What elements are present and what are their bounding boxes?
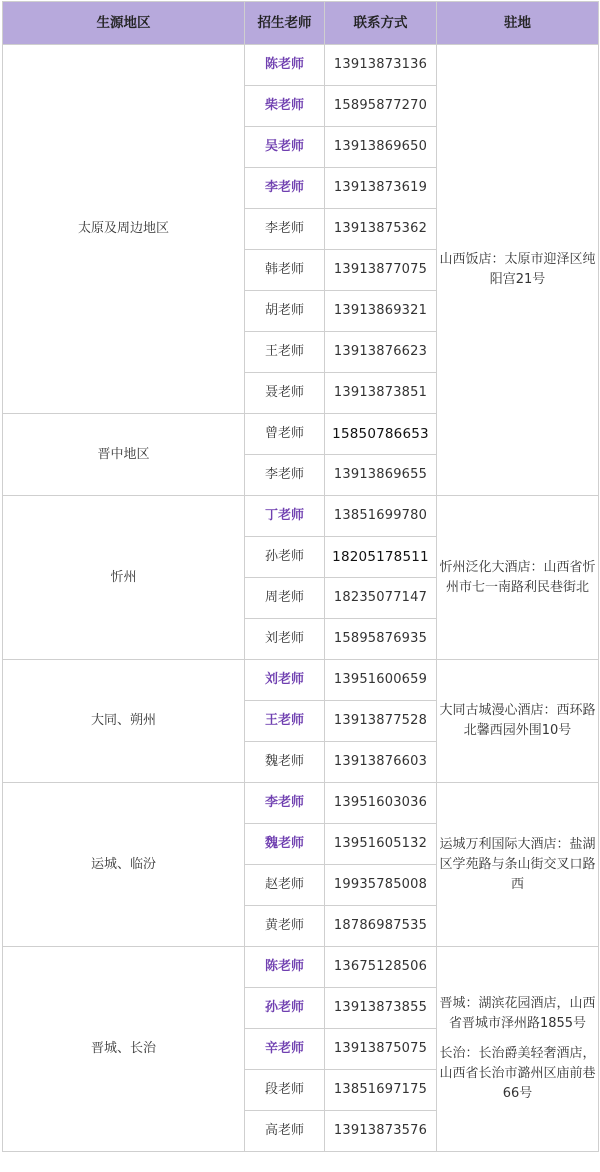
teacher-name-cell: 刘老师 — [245, 619, 325, 660]
phone-number-cell: 13951603036 — [325, 783, 437, 824]
region-cell: 太原及周边地区 — [3, 45, 245, 414]
phone-number-cell: 18786987535 — [325, 906, 437, 947]
phone-number-cell: 13913875362 — [325, 209, 437, 250]
table-row — [3, 783, 599, 824]
teacher-name-cell: 孙老师 — [245, 537, 325, 578]
phone-number-cell: 13913876623 — [325, 332, 437, 373]
address-text: 长治：长治爵美轻奢酒店，山西省长治市潞州区庙前巷66号 — [439, 1046, 596, 1101]
teacher-name-cell: 高老师 — [245, 1111, 325, 1152]
teacher-name-cell: 李老师 — [245, 168, 325, 209]
table-row — [3, 947, 599, 988]
teacher-name-cell: 曾老师 — [245, 414, 325, 455]
table-header-row — [3, 2, 599, 45]
address-text: 大同古城漫心酒店：西环路北馨西园外围10号 — [439, 703, 596, 738]
table-row — [3, 45, 599, 86]
location-address-cell — [437, 947, 599, 1152]
teacher-name-cell: 胡老师 — [245, 291, 325, 332]
table-row — [3, 496, 599, 537]
enrollment-contact-table — [2, 1, 599, 1152]
teacher-name-cell: 段老师 — [245, 1070, 325, 1111]
teacher-name-cell: 韩老师 — [245, 250, 325, 291]
phone-number-cell: 13913877075 — [325, 250, 437, 291]
phone-number-cell: 15895877270 — [325, 86, 437, 127]
teacher-name-cell: 李老师 — [245, 455, 325, 496]
address-text: 运城万利国际大酒店：盐湖区学苑路与条山街交叉口路西 — [439, 836, 596, 892]
location-address-cell — [437, 783, 599, 947]
teacher-name-cell: 王老师 — [245, 701, 325, 742]
phone-number-cell: 13913873136 — [325, 45, 437, 86]
header-region: 生源地区 — [3, 2, 245, 45]
teacher-name-cell: 辛老师 — [245, 1029, 325, 1070]
teacher-name-cell: 周老师 — [245, 578, 325, 619]
address-text: 忻州泛化大酒店：山西省忻州市七一南路利民巷街北 — [439, 559, 596, 595]
phone-number-cell: 13951600659 — [325, 660, 437, 701]
teacher-name-cell: 魏老师 — [245, 742, 325, 783]
table-row — [3, 660, 599, 701]
phone-number-cell: 19935785008 — [325, 865, 437, 906]
teacher-name-cell: 赵老师 — [245, 865, 325, 906]
teacher-name-cell: 聂老师 — [245, 373, 325, 414]
header-teacher: 招生老师 — [245, 2, 325, 45]
phone-number-cell: 13851699780 — [325, 496, 437, 537]
phone-number-cell: 13913869650 — [325, 127, 437, 168]
teacher-name-cell: 李老师 — [245, 209, 325, 250]
teacher-name-cell: 孙老师 — [245, 988, 325, 1029]
teacher-name-cell: 王老师 — [245, 332, 325, 373]
teacher-name-cell: 吴老师 — [245, 127, 325, 168]
teacher-name-cell: 黄老师 — [245, 906, 325, 947]
location-address-cell — [437, 45, 599, 496]
region-cell: 忻州 — [3, 496, 245, 660]
phone-number-cell: 18205178511 — [325, 537, 437, 578]
address-text: 山西饭店：太原市迎泽区纯阳宫21号 — [439, 252, 596, 287]
phone-number-cell: 13913873851 — [325, 373, 437, 414]
phone-number-cell: 13913873855 — [325, 988, 437, 1029]
teacher-name-cell: 柴老师 — [245, 86, 325, 127]
teacher-name-cell: 魏老师 — [245, 824, 325, 865]
header-location: 驻地 — [437, 2, 599, 45]
header-contact: 联系方式 — [325, 2, 437, 45]
phone-number-cell: 13913876603 — [325, 742, 437, 783]
region-cell: 晋城、长治 — [3, 947, 245, 1152]
teacher-name-cell: 李老师 — [245, 783, 325, 824]
phone-number-cell: 15895876935 — [325, 619, 437, 660]
teacher-name-cell: 陈老师 — [245, 947, 325, 988]
phone-number-cell: 13913877528 — [325, 701, 437, 742]
phone-number-cell: 13913875075 — [325, 1029, 437, 1070]
region-cell: 晋中地区 — [3, 414, 245, 496]
phone-number-cell: 13951605132 — [325, 824, 437, 865]
region-cell: 运城、临汾 — [3, 783, 245, 947]
phone-number-cell: 15850786653 — [325, 414, 437, 455]
phone-number-cell: 13851697175 — [325, 1070, 437, 1111]
phone-number-cell: 13913869655 — [325, 455, 437, 496]
teacher-name-cell: 丁老师 — [245, 496, 325, 537]
phone-number-cell: 13913869321 — [325, 291, 437, 332]
phone-number-cell: 13675128506 — [325, 947, 437, 988]
table-body — [3, 45, 599, 1152]
phone-number-cell: 13913873576 — [325, 1111, 437, 1152]
teacher-name-cell: 刘老师 — [245, 660, 325, 701]
phone-number-cell: 18235077147 — [325, 578, 437, 619]
address-text: 晋城：湖滨花园酒店，山西省晋城市泽州路1855号 — [439, 996, 596, 1031]
location-address-cell — [437, 660, 599, 783]
teacher-name-cell: 陈老师 — [245, 45, 325, 86]
location-address-cell — [437, 496, 599, 660]
region-cell: 大同、朔州 — [3, 660, 245, 783]
phone-number-cell: 13913873619 — [325, 168, 437, 209]
